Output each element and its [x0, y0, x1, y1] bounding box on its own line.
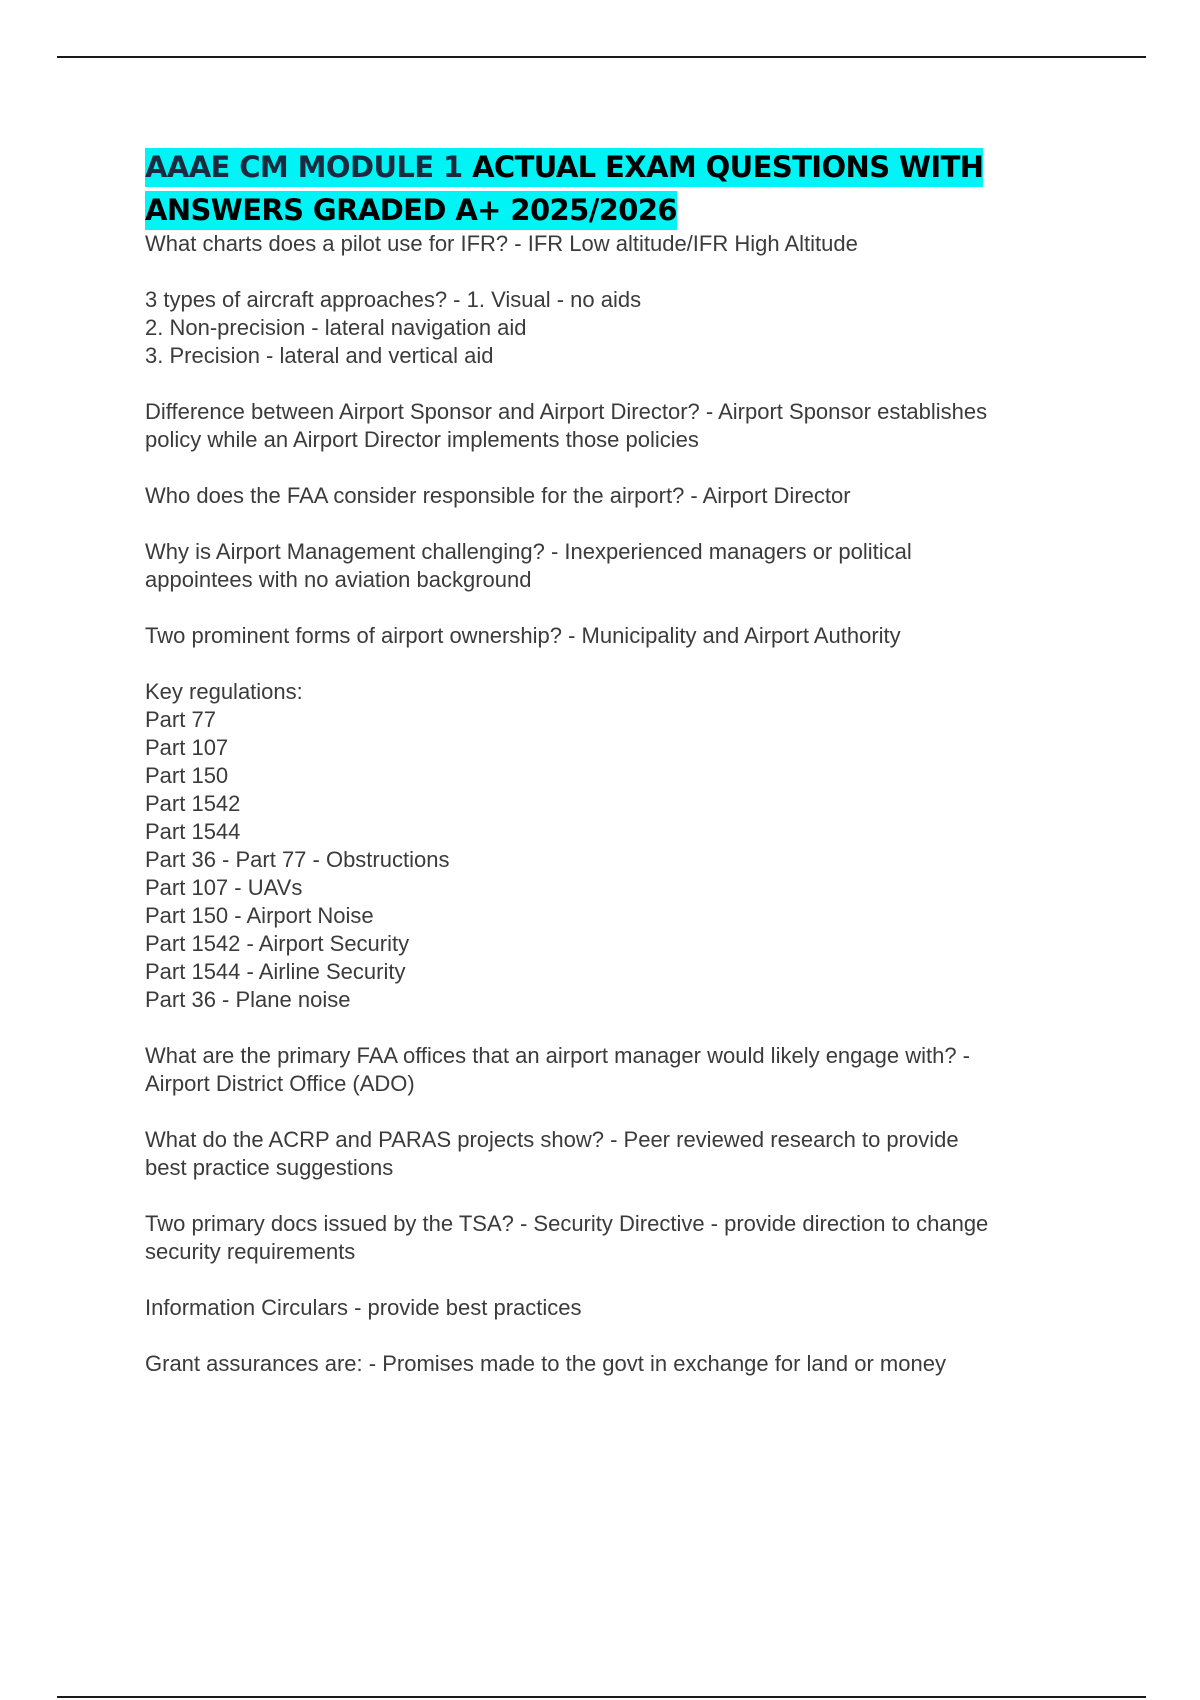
qa-line: What are the primary FAA offices that an airport manager would likely engage with? -: [145, 1043, 971, 1068]
qa-entry: [145, 538, 1105, 594]
qa-line: 3. Precision - lateral and vertical aid: [145, 343, 494, 368]
qa-line: best practice suggestions: [145, 1155, 394, 1180]
qa-line: Two primary docs issued by the TSA? - Security Directive - provide direction to change: [145, 1211, 989, 1236]
qa-line: Part 150: [145, 763, 229, 788]
title-rest: ACTUAL EXAM QUESTIONS WITH ANSWERS GRADED A+ 2025/2026: [145, 150, 984, 227]
qa-line: 2. Non-precision - lateral navigation aid: [145, 315, 527, 340]
qa-line: Part 77: [145, 707, 216, 732]
header-rule: [57, 56, 1146, 58]
qa-line: Who does the FAA consider responsible for the airport? - Airport Director: [145, 483, 851, 508]
qa-line: appointees with no aviation background: [145, 567, 532, 592]
qa-line: Part 1544: [145, 819, 241, 844]
title-highlight: [145, 148, 983, 230]
qa-line: Airport District Office (ADO): [145, 1071, 415, 1096]
qa-line: What do the ACRP and PARAS projects show? - Peer reviewed research to provide: [145, 1127, 959, 1152]
qa-line: Difference between Airport Sponsor and Airport Director? - Airport Sponsor establishes: [145, 399, 988, 424]
qa-entry: [145, 1042, 1105, 1098]
qa-line: security requirements: [145, 1239, 356, 1264]
qa-line: Key regulations:: [145, 679, 303, 704]
qa-line: Part 107: [145, 735, 229, 760]
qa-entry: [145, 482, 1105, 510]
qa-entry: [145, 678, 1105, 1014]
qa-line: Part 1542: [145, 791, 241, 816]
footer-rule: [57, 1696, 1146, 1698]
qa-entry: [145, 1126, 1105, 1182]
qa-line: Part 36 - Plane noise: [145, 987, 351, 1012]
qa-line: Part 1542 - Airport Security: [145, 931, 410, 956]
qa-line: Why is Airport Management challenging? - Inexperienced managers or political: [145, 539, 912, 564]
qa-line: Part 36 - Part 77 - Obstructions: [145, 847, 450, 872]
qa-line: 3 types of aircraft approaches? - 1. Visual - no aids: [145, 287, 642, 312]
qa-line: Information Circulars - provide best practices: [145, 1295, 582, 1320]
qa-line: Part 1544 - Airline Security: [145, 959, 406, 984]
qa-line: Grant assurances are: - Promises made to the govt in exchange for land or money: [145, 1351, 946, 1376]
qa-list: [145, 230, 1105, 1378]
qa-entry: [145, 1350, 1105, 1378]
title-module-label: AAAE CM MODULE 1: [145, 150, 463, 184]
qa-line: policy while an Airport Director implements those policies: [145, 427, 699, 452]
document-page: [145, 146, 1105, 1406]
qa-line: What charts does a pilot use for IFR? - IFR Low altitude/IFR High Altitude: [145, 231, 858, 256]
qa-line: Two prominent forms of airport ownership? - Municipality and Airport Authority: [145, 623, 901, 648]
qa-entry: [145, 622, 1105, 650]
qa-line: Part 150 - Airport Noise: [145, 903, 374, 928]
qa-line: Part 107 - UAVs: [145, 875, 303, 900]
qa-entry: [145, 230, 1105, 258]
qa-entry: [145, 1210, 1105, 1266]
qa-entry: [145, 1294, 1105, 1322]
qa-entry: [145, 286, 1105, 370]
document-title: [145, 146, 1105, 232]
qa-entry: [145, 398, 1105, 454]
